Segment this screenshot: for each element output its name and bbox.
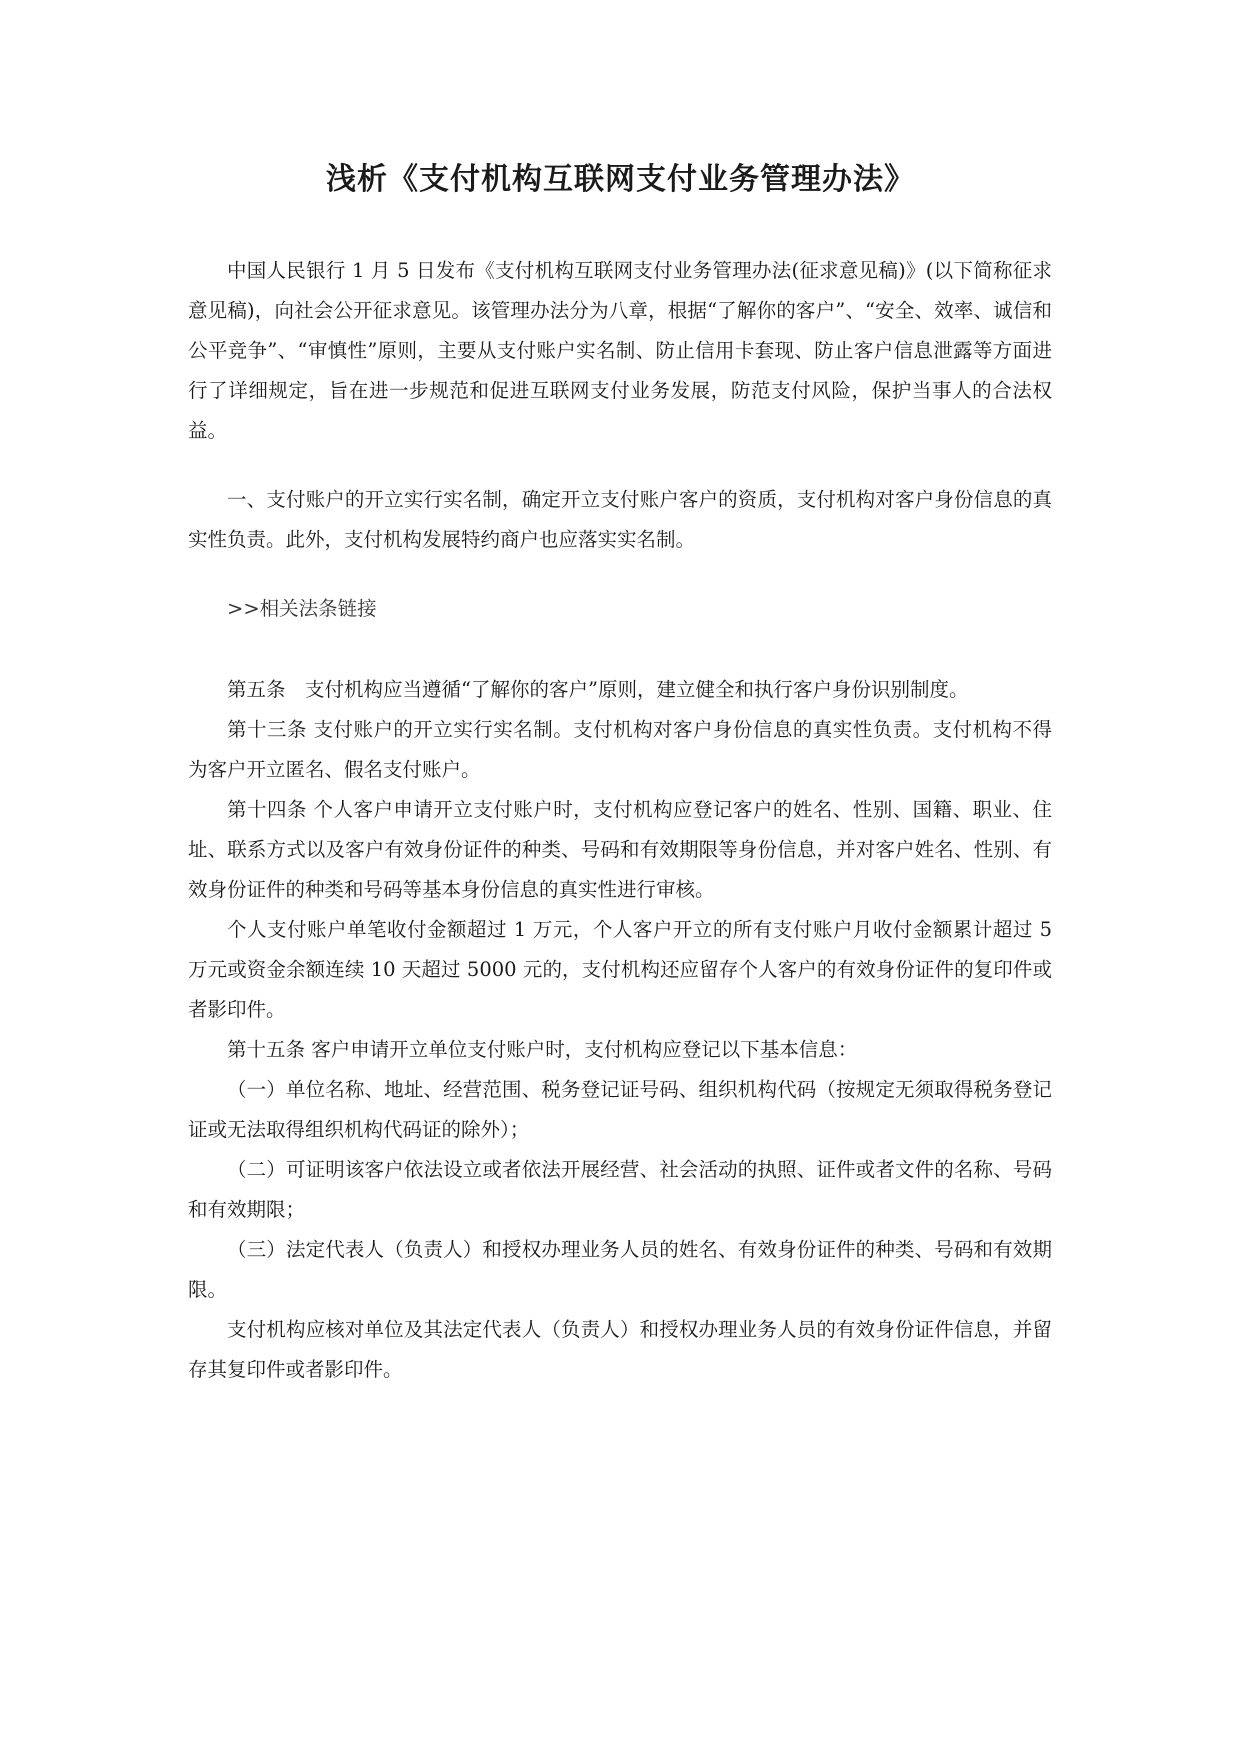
document-body (188, 251, 1052, 1390)
article-15-item-1: （一）单位名称、地址、经营范围、税务登记证号码、组织机构代码（按规定无须取得税务登记证或无法取得组织机构代码证的除外）； (188, 1078, 1052, 1141)
article-5-paragraph: 第五条 支付机构应当遵循“了解你的客户”原则，建立健全和执行客户身份识别制度。 (227, 678, 969, 701)
article-13-paragraph: 第十三条 支付账户的开立实行实名制。支付机构对客户身份信息的真实性负责。支付机构不得为客户开立匿名、假名支付账户。 (188, 718, 1052, 781)
section-one-paragraph: 一、支付账户的开立实行实名制，确定开立支付账户客户的资质，支付机构对客户身份信息的真实性负责。此外，支付机构发展特约商户也应落实实名制。 (188, 488, 1052, 551)
article-15-verification-paragraph: 支付机构应核对单位及其法定代表人（负责人）和授权办理业务人员的有效身份证件信息，并留存其复印件或者影印件。 (188, 1318, 1052, 1381)
related-law-link[interactable]: >>相关法条链接 (227, 597, 377, 620)
article-15-item-2: （二）可证明该客户依法设立或者依法开展经营、社会活动的执照、证件或者文件的名称、号码和有效期限； (188, 1158, 1052, 1221)
article-15-item-3: （三）法定代表人（负责人）和授权办理业务人员的姓名、有效身份证件的种类、号码和有效期限。 (188, 1238, 1052, 1301)
article-14-continued-paragraph: 个人支付账户单笔收付金额超过 1 万元，个人客户开立的所有支付账户月收付金额累计超过 5 万元或资金余额连续 10 天超过 5000 元的，支付机构还应留存个人客户的有效身份证件的复印件或者影印件。 (188, 918, 1052, 1021)
intro-paragraph: 中国人民银行 1 月 5 日发布《支付机构互联网支付业务管理办法(征求意见稿)》(以下简称征求意见稿)，向社会公开征求意见。该管理办法分为八章，根据“了解你的客户”、“安全、效率、诚信和公平竞争”、“审慎性”原则，主要从支付账户实名制、防止信用卡套现、防止客户信息泄露等方面进行了详细规定，旨在进一步规范和促进互联网支付业务发展，防范支付风险，保护当事人的合法权益。 (188, 259, 1052, 442)
article-15-paragraph: 第十五条 客户申请开立单位支付账户时，支付机构应登记以下基本信息： (227, 1038, 858, 1061)
document-title: 浅析《支付机构互联网支付业务管理办法》 (326, 162, 915, 197)
article-14-paragraph: 第十四条 个人客户申请开立支付账户时，支付机构应登记客户的姓名、性别、国籍、职业、住址、联系方式以及客户有效身份证件的种类、号码和有效期限等身份信息，并对客户姓名、性别、有效身份证件的种类和号码等基本身份信息的真实性进行审核。 (188, 798, 1052, 901)
